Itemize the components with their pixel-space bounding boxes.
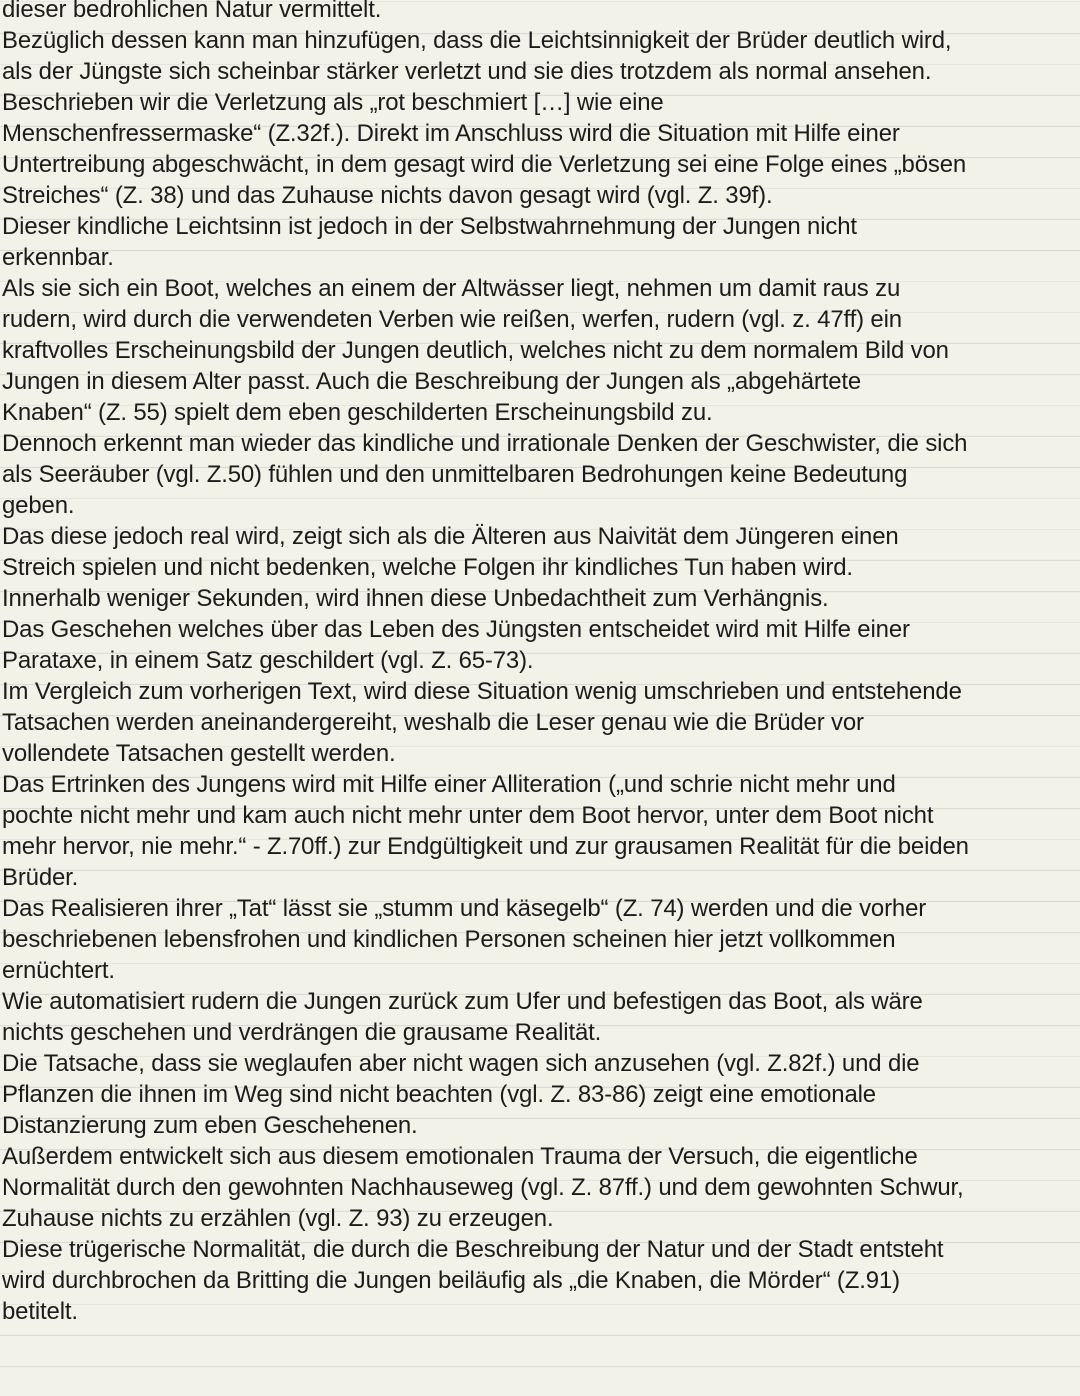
text-line: als der Jüngste sich scheinbar stärker verletzt und sie dies trotzdem als normal ansehen. xyxy=(2,58,932,85)
text-line: ernüchtert. xyxy=(2,957,115,984)
text-line: pochte nicht mehr und kam auch nicht mehr unter dem Boot hervor, unter dem Boot nicht xyxy=(2,802,934,829)
text-line: Streiches“ (Z. 38) und das Zuhause nichts davon gesagt wird (vgl. Z. 39f). xyxy=(2,182,773,209)
text-line: Bezüglich dessen kann man hinzufügen, dass die Leichtsinnigkeit der Brüder deutlich wird, xyxy=(2,27,952,54)
text-line: wird durchbrochen da Britting die Jungen beiläufig als „die Knaben, die Mörder“ (Z.91) xyxy=(2,1267,900,1294)
text-line: mehr hervor, nie mehr.“ - Z.70ff.) zur Endgültigkeit und zur grausamen Realität für die beiden xyxy=(2,833,969,860)
text-line: Die Tatsache, dass sie weglaufen aber nicht wagen sich anzusehen (vgl. Z.82f.) und die xyxy=(2,1050,920,1077)
text-line: Das Realisieren ihrer „Tat“ lässt sie „stumm und käsegelb“ (Z. 74) werden und die vorher xyxy=(2,895,927,922)
text-line: Dieser kindliche Leichtsinn ist jedoch in der Selbstwahrnehmung der Jungen nicht xyxy=(2,213,857,240)
text-line: Distanzierung zum eben Geschehenen. xyxy=(2,1112,418,1139)
text-line: erkennbar. xyxy=(2,244,114,271)
text-line: Tatsachen werden aneinandergereiht, weshalb die Leser genau wie die Brüder vor xyxy=(2,709,864,736)
text-line: beschriebenen lebensfrohen und kindlichen Personen scheinen hier jetzt vollkommen xyxy=(2,926,896,953)
text-line: rudern, wird durch die verwendeten Verben wie reißen, werfen, rudern (vgl. z. 47ff) ein xyxy=(2,306,902,333)
text-line: Knaben“ (Z. 55) spielt dem eben geschilderten Erscheinungsbild zu. xyxy=(2,399,713,426)
text-line: geben. xyxy=(2,492,75,519)
text-line: betitelt. xyxy=(2,1298,78,1325)
text-line: kraftvolles Erscheinungsbild der Jungen deutlich, welches nicht zu dem normalem Bild von xyxy=(2,337,949,364)
text-line: Das Ertrinken des Jungens wird mit Hilfe einer Alliteration („und schrie nicht mehr und xyxy=(2,771,896,798)
text-line: Diese trügerische Normalität, die durch die Beschreibung der Natur und der Stadt entsteht xyxy=(2,1236,944,1263)
text-line: Innerhalb weniger Sekunden, wird ihnen diese Unbedachtheit zum Verhängnis. xyxy=(2,585,829,612)
text-line: Im Vergleich zum vorherigen Text, wird diese Situation wenig umschrieben und entstehende xyxy=(2,678,962,705)
text-line: Menschenfressermaske“ (Z.32f.). Direkt im Anschluss wird die Situation mit Hilfe einer xyxy=(2,120,900,147)
text-line: Das diese jedoch real wird, zeigt sich als die Älteren aus Naivität dem Jüngeren einen xyxy=(2,523,899,550)
text-line: Streich spielen und nicht bedenken, welche Folgen ihr kindliches Tun haben wird. xyxy=(2,554,853,581)
text-line: vollendete Tatsachen gestellt werden. xyxy=(2,740,396,767)
text-line: Wie automatisiert rudern die Jungen zurück zum Ufer und befestigen das Boot, als wäre xyxy=(2,988,923,1015)
text-line: als Seeräuber (vgl. Z.50) fühlen und den unmittelbaren Bedrohungen keine Bedeutung xyxy=(2,461,908,488)
text-line: Als sie sich ein Boot, welches an einem der Altwässer liegt, nehmen um damit raus zu xyxy=(2,275,901,302)
text-line: Pflanzen die ihnen im Weg sind nicht beachten (vgl. Z. 83-86) zeigt eine emotionale xyxy=(2,1081,876,1108)
text-line: Das Geschehen welches über das Leben des Jüngsten entscheidet wird mit Hilfe einer xyxy=(2,616,910,643)
text-line: Dennoch erkennt man wieder das kindliche und irrationale Denken der Geschwister, die sich xyxy=(2,430,968,457)
text-line: Zuhause nichts zu erzählen (vgl. Z. 93) zu erzeugen. xyxy=(2,1205,554,1232)
text-line: dieser bedrohlichen Natur vermittelt. xyxy=(2,0,382,23)
text-line: Brüder. xyxy=(2,864,79,891)
text-line: Beschrieben wir die Verletzung als „rot beschmiert […] wie eine xyxy=(2,89,664,116)
text-line: nichts geschehen und verdrängen die grausame Realität. xyxy=(2,1019,602,1046)
essay-text xyxy=(2,0,1078,1327)
text-line: Außerdem entwickelt sich aus diesem emotionalen Trauma der Versuch, die eigentliche xyxy=(2,1143,918,1170)
text-line: Parataxe, in einem Satz geschildert (vgl. Z. 65-73). xyxy=(2,647,534,674)
text-line: Untertreibung abgeschwächt, in dem gesagt wird die Verletzung sei eine Folge eines „bösen xyxy=(2,151,967,178)
text-line: Jungen in diesem Alter passt. Auch die Beschreibung der Jungen als „abgehärtete xyxy=(2,368,862,395)
text-line: Normalität durch den gewohnten Nachhauseweg (vgl. Z. 87ff.) und dem gewohnten Schwur, xyxy=(2,1174,964,1201)
